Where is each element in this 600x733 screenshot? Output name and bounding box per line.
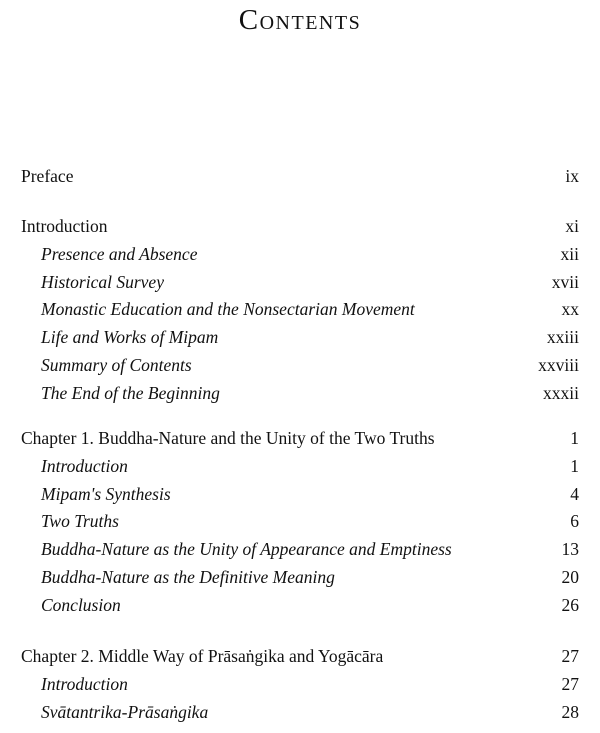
toc-subsection bbox=[0, 699, 600, 725]
toc-page-number: xxiii bbox=[546, 327, 579, 348]
toc-section bbox=[0, 163, 600, 189]
toc-entry-label: Presence and Absence bbox=[41, 243, 198, 264]
toc-subsection bbox=[0, 241, 600, 267]
toc-page-number: xi bbox=[565, 216, 579, 236]
toc-page-number: 27 bbox=[561, 673, 579, 694]
toc-subsection bbox=[0, 380, 600, 406]
toc-subsection bbox=[0, 296, 600, 322]
toc-page-number: 20 bbox=[561, 567, 579, 587]
toc-page-number: 27 bbox=[561, 646, 579, 666]
toc-entry-label: Introduction bbox=[41, 673, 128, 694]
toc-subsection bbox=[0, 324, 600, 350]
toc-entry-label: Mipam's Synthesis bbox=[41, 483, 171, 504]
toc-entry-label: Buddha-Nature as the Definitive Meaning bbox=[41, 567, 335, 587]
toc-page-number: xvii bbox=[551, 271, 579, 292]
toc-entry-label: Summary of Contents bbox=[41, 355, 192, 375]
toc-entry-label: Monastic Education and the Nonsectarian Movement bbox=[41, 299, 415, 320]
toc-page-number: 28 bbox=[561, 701, 579, 722]
toc-page-number: ix bbox=[565, 166, 579, 186]
toc-entry-label: The End of the Beginning bbox=[41, 382, 220, 403]
toc-section bbox=[0, 425, 600, 451]
toc-entry-label: Introduction bbox=[41, 455, 128, 476]
toc-page-number: 13 bbox=[561, 539, 579, 560]
page-title: Contents bbox=[238, 4, 362, 36]
toc-subsection bbox=[0, 269, 600, 295]
toc-page-number: 4 bbox=[570, 483, 579, 504]
toc-entry-label: Buddha-Nature as the Unity of Appearance and Emptiness bbox=[41, 539, 452, 560]
toc-section bbox=[0, 213, 600, 239]
toc-subsection bbox=[0, 481, 600, 507]
toc-page-number: 1 bbox=[570, 428, 579, 448]
toc-section bbox=[0, 643, 600, 669]
toc-subsection bbox=[0, 671, 600, 697]
toc-page-number: xxviii bbox=[538, 355, 579, 375]
toc-entry-label: Historical Survey bbox=[41, 271, 164, 292]
toc-subsection bbox=[0, 536, 600, 562]
toc-entry-label: Chapter 2. Middle Way of Prāsaṅgika and Yogācāra bbox=[21, 646, 384, 666]
toc-entry-label: Life and Works of Mipam bbox=[41, 327, 219, 348]
toc-entry-label: Chapter 1. Buddha-Nature and the Unity of the Two Truths bbox=[21, 428, 435, 448]
toc-page-number: xii bbox=[560, 243, 579, 264]
toc-entry-label: Introduction bbox=[21, 216, 108, 236]
toc-entry-label: Svātantrika-Prāsaṅgika bbox=[41, 701, 209, 722]
toc-subsection bbox=[0, 592, 600, 618]
toc-subsection bbox=[0, 564, 600, 590]
toc-page-number: 26 bbox=[561, 594, 579, 615]
toc-page-number: xx bbox=[561, 299, 579, 320]
toc-entry-label: Two Truths bbox=[41, 511, 119, 532]
toc-page-number: 6 bbox=[570, 511, 579, 532]
toc-subsection bbox=[0, 508, 600, 534]
toc-entry-label: Conclusion bbox=[41, 594, 121, 615]
toc-entry-label: Preface bbox=[21, 166, 74, 186]
toc-page-number: xxxii bbox=[543, 382, 579, 403]
toc-subsection bbox=[0, 453, 600, 479]
toc-page-number: 1 bbox=[570, 455, 579, 476]
toc-subsection bbox=[0, 352, 600, 378]
